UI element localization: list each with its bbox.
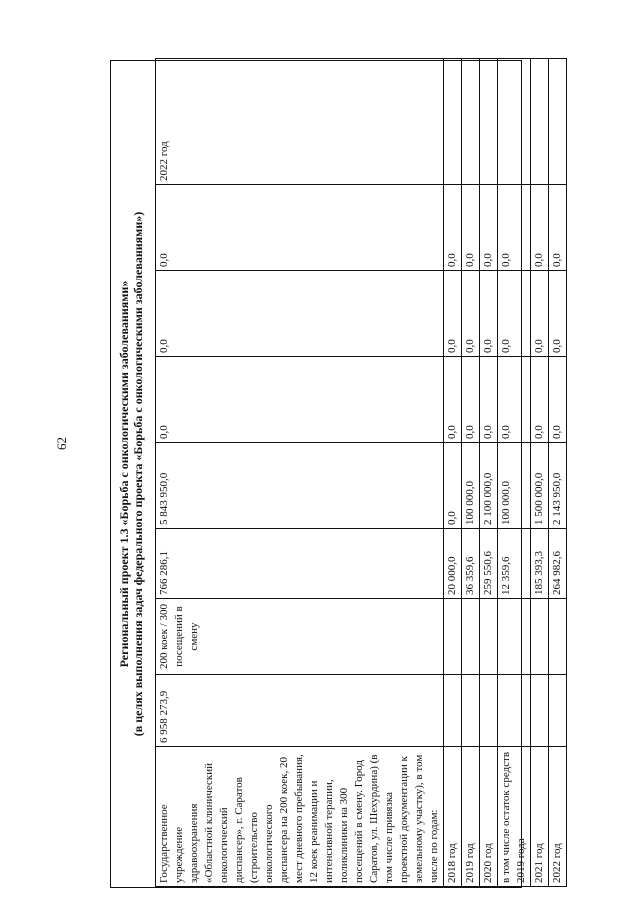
value-cell: 0,0 bbox=[498, 271, 531, 357]
value-cell: 0,0 bbox=[531, 271, 549, 357]
empty-cell bbox=[498, 59, 531, 185]
row-label-cell: 2018 год bbox=[444, 747, 462, 887]
value-cell: 0,0 bbox=[531, 185, 549, 271]
value-cell: 0,0 bbox=[462, 185, 480, 271]
empty-cell bbox=[498, 599, 531, 675]
value-cell: 0,0 bbox=[444, 185, 462, 271]
value-cell: 0,0 bbox=[549, 185, 567, 271]
page-number: 62 bbox=[54, 437, 69, 450]
empty-cell bbox=[498, 675, 531, 747]
project-header bbox=[111, 61, 155, 887]
empty-cell bbox=[531, 599, 549, 675]
value-cell: 0,0 bbox=[156, 357, 444, 443]
value-cell: 0,0 bbox=[462, 271, 480, 357]
empty-cell bbox=[549, 599, 567, 675]
value-cell: 1 500 000,0 bbox=[531, 443, 549, 529]
value-cell: 2 100 000,0 bbox=[480, 443, 498, 529]
value-cell: 12 359,6 bbox=[498, 529, 531, 599]
table-row bbox=[549, 59, 567, 887]
empty-cell bbox=[444, 675, 462, 747]
value-cell: 100 000,0 bbox=[498, 443, 531, 529]
total-cost-cell: 6 958 273,9 bbox=[156, 675, 444, 747]
value-cell: 100 000,0 bbox=[462, 443, 480, 529]
table-row bbox=[498, 59, 531, 887]
value-cell: 0,0 bbox=[480, 185, 498, 271]
empty-cell bbox=[531, 675, 549, 747]
empty-cell bbox=[549, 675, 567, 747]
empty-cell bbox=[462, 59, 480, 185]
table-frame bbox=[110, 60, 563, 888]
value-cell: 5 843 950,0 bbox=[156, 443, 444, 529]
value-cell: 185 393,3 bbox=[531, 529, 549, 599]
value-cell: 0,0 bbox=[462, 357, 480, 443]
table-row bbox=[531, 59, 549, 887]
empty-cell bbox=[549, 59, 567, 185]
value-cell: 2 143 950,0 bbox=[549, 443, 567, 529]
value-cell: 0,0 bbox=[480, 271, 498, 357]
empty-cell bbox=[444, 59, 462, 185]
project-title: Региональный проект 1.3 «Борьба с онкологическими заболеваниями» bbox=[117, 280, 131, 668]
value-cell: 0,0 bbox=[549, 271, 567, 357]
value-cell: 0,0 bbox=[498, 357, 531, 443]
value-cell: 0,0 bbox=[156, 185, 444, 271]
row-label-cell: 2020 год bbox=[480, 747, 498, 887]
table-row bbox=[480, 59, 498, 887]
value-cell: 0,0 bbox=[531, 357, 549, 443]
object-name-cell: Государственное учреждение здравоохранения «Областной клинический онкологический диспансер», г. Саратов (строительство онкологического диспансера на 200 коек, 20 мест дневного пребывания, 12 коек реанимации и интенсивной терапии, поликлиники на 300 посещений в смену. Город Саратов, ул. Шехурдина) (в том числе привязка проектной документации к земельному участку), в том числе по годам: bbox=[156, 747, 444, 887]
value-cell: 766 286,1 bbox=[156, 529, 444, 599]
value-cell: 0,0 bbox=[549, 357, 567, 443]
row-label-cell: в том числе остаток средств 2019 года bbox=[498, 747, 531, 887]
project-subtitle: (в целях выполнения задач федерального проекта «Борьба с онкологическими заболеваниями») bbox=[131, 211, 145, 737]
value-cell: 0,0 bbox=[498, 185, 531, 271]
empty-cell bbox=[480, 675, 498, 747]
empty-cell bbox=[444, 599, 462, 675]
empty-cell bbox=[462, 675, 480, 747]
empty-cell bbox=[480, 59, 498, 185]
value-cell: 36 359,6 bbox=[462, 529, 480, 599]
value-cell: 0,0 bbox=[480, 357, 498, 443]
value-cell: 0,0 bbox=[444, 357, 462, 443]
row-label-cell: 2019 год bbox=[462, 747, 480, 887]
value-cell: 0,0 bbox=[444, 271, 462, 357]
empty-cell bbox=[531, 59, 549, 185]
value-cell: 0,0 bbox=[444, 443, 462, 529]
value-cell: 264 982,6 bbox=[549, 529, 567, 599]
year-cell: 2022 год bbox=[156, 59, 444, 185]
value-cell: 259 550,6 bbox=[480, 529, 498, 599]
row-label-cell: 2022 год bbox=[549, 747, 567, 887]
capacity-cell: 200 коек / 300 посещений в смену bbox=[156, 599, 444, 675]
table-row bbox=[462, 59, 480, 887]
table-row-main bbox=[156, 59, 444, 887]
rotated-table-area bbox=[110, 60, 563, 888]
funding-table bbox=[155, 58, 567, 887]
empty-cell bbox=[462, 599, 480, 675]
value-cell: 20 000,0 bbox=[444, 529, 462, 599]
empty-cell bbox=[480, 599, 498, 675]
row-label-cell: 2021 год bbox=[531, 747, 549, 887]
table-row bbox=[444, 59, 462, 887]
value-cell: 0,0 bbox=[156, 271, 444, 357]
